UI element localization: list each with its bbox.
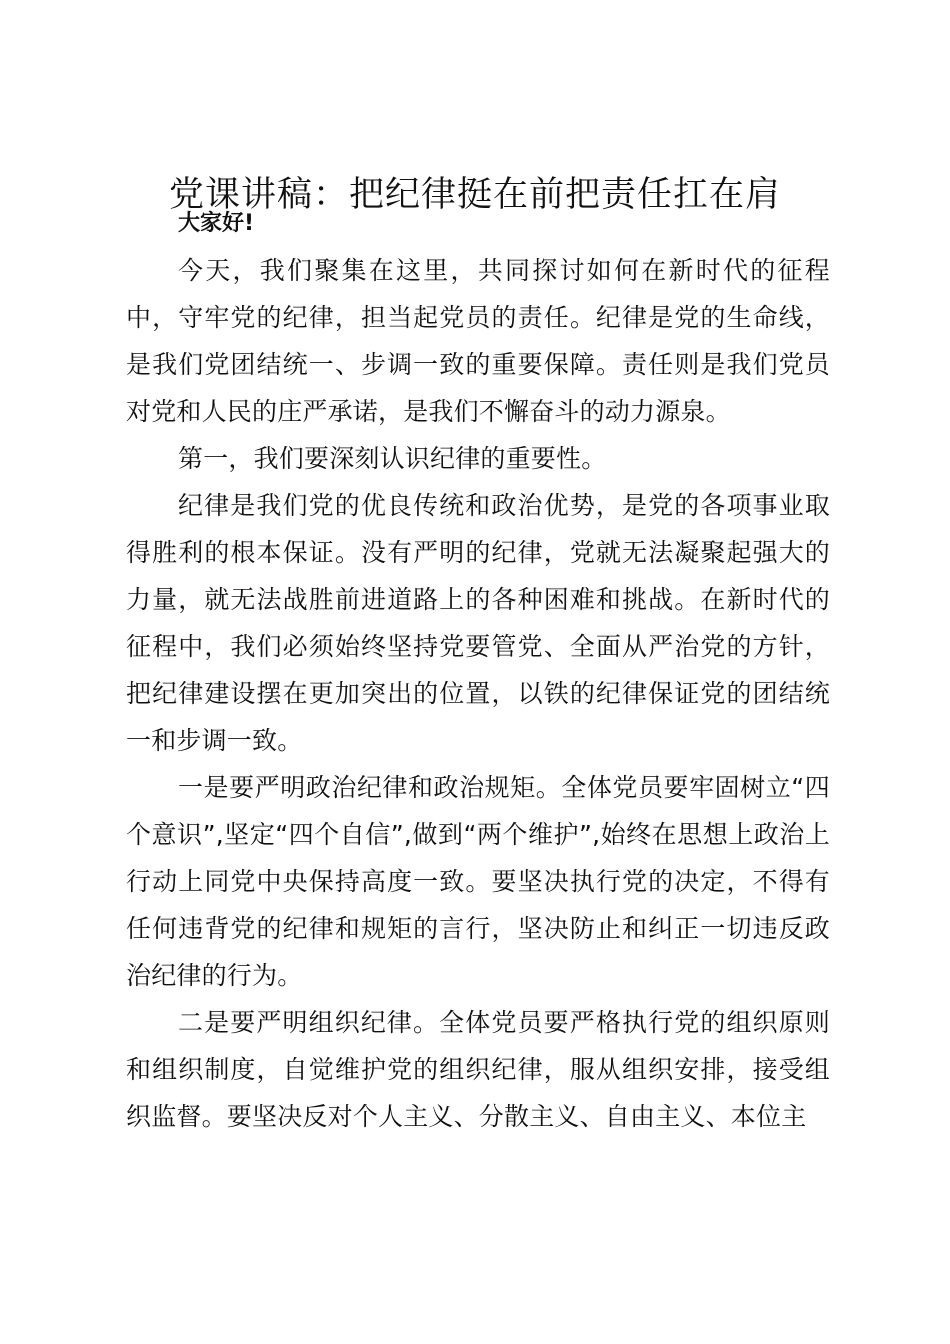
greeting: 大家好!: [178, 211, 255, 236]
paragraph-4: 一是要严明政治纪律和政治规矩。全体党员要牢固树立“四个意识”,坚定“四个自信”,做到“两个维护”,始终在思想上政治上行动上同党中央保持高度一致。要坚决执行党的决定，不得有任何违背党的纪律和规矩的言行，坚决防止和纠正一切违反政治纪律的行为。: [126, 773, 830, 990]
paragraph-1: 今天，我们聚集在这里，共同探讨如何在新时代的征程中，守牢党的纪律，担当起党员的责任。纪律是党的生命线，是我们党团结统一、步调一致的重要保障。责任则是我们党员对党和人民的庄严承诺，是我们不懈奋斗的动力源泉。: [126, 256, 830, 426]
paragraph-2: 第一，我们要深刻认识纪律的重要性。: [178, 444, 607, 473]
paragraph-5: 二是要严明组织纪律。全体党员要严格执行党的组织原则和组织制度，自觉维护党的组织纪律，服从组织安排，接受组织监督。要坚决反对个人主义、分散主义、自由主义、本位主: [126, 1008, 830, 1131]
document-body: [126, 200, 830, 1140]
paragraph-3: 纪律是我们党的优良传统和政治优势，是党的各项事业取得胜利的根本保证。没有严明的纪律，党就无法凝聚起强大的力量，就无法战胜前进道路上的各种困难和挑战。在新时代的征程中，我们必须始终坚持党要管党、全面从严治党的方针，把纪律建设摆在更加突出的位置，以铁的纪律保证党的团结统一和步调一致。: [126, 491, 830, 755]
document-title: 党课讲稿：把纪律挺在前把责任扛在肩: [168, 175, 781, 215]
